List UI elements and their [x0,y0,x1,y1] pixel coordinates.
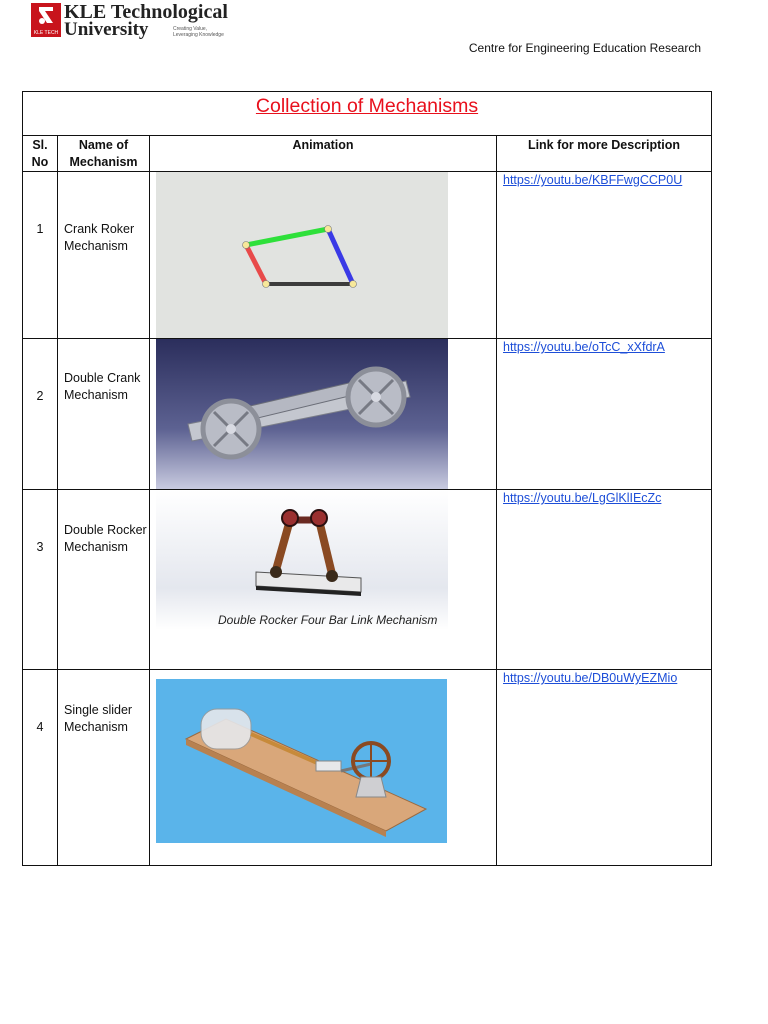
table-row [23,172,712,339]
image-caption: Double Rocker Four Bar Link Mechanism [218,613,438,627]
sl-cell: 2 [23,339,58,490]
youtube-link[interactable]: https://youtu.be/oTcC_xXfdrA [497,339,712,490]
double-rocker-animation [156,490,448,630]
mechanism-name: Crank Roker Mechanism [58,172,150,339]
sl-cell: 3 [23,490,58,670]
sl-cell: 4 [23,670,58,866]
mechanisms-table [22,91,712,866]
header-name: Name of Mechanism [58,136,150,172]
animation-cell [150,339,497,490]
header-sl: Sl. No [23,136,58,172]
animation-cell [150,172,497,339]
table-row [23,339,712,490]
mechanism-name: Double Crank Mechanism [58,339,150,490]
header-link: Link for more Description [497,136,712,172]
mechanism-name: Single slider Mechanism [58,670,150,866]
table-row [23,670,712,866]
kle-logo [31,3,245,41]
youtube-link[interactable]: https://youtu.be/KBFFwgCCP0U [497,172,712,339]
table-row [23,490,712,670]
sl-cell: 1 [23,172,58,339]
logo-tagline: Creating Value, Leveraging Knowledge [173,26,224,38]
youtube-link[interactable]: https://youtu.be/DB0uWyEZMio [497,670,712,866]
mechanism-name: Double Rocker Mechanism [58,490,150,670]
centre-name: Centre for Engineering Education Research [468,41,701,55]
animation-cell [150,670,497,866]
table-title: Collection of Mechanisms [255,95,479,117]
logo-badge-text: KLE TECH [33,30,59,36]
double-crank-animation [156,339,448,489]
kle-badge-icon [31,3,61,37]
animation-cell [150,490,497,670]
crank-rocker-animation [156,172,448,338]
single-slider-animation [156,679,447,843]
title-cell [23,92,712,136]
header-animation: Animation [150,136,497,172]
logo-line2: University [64,19,149,40]
youtube-link[interactable]: https://youtu.be/LgGlKlIEcZc [497,490,712,670]
logo-line1: KLE Technological [64,1,228,23]
